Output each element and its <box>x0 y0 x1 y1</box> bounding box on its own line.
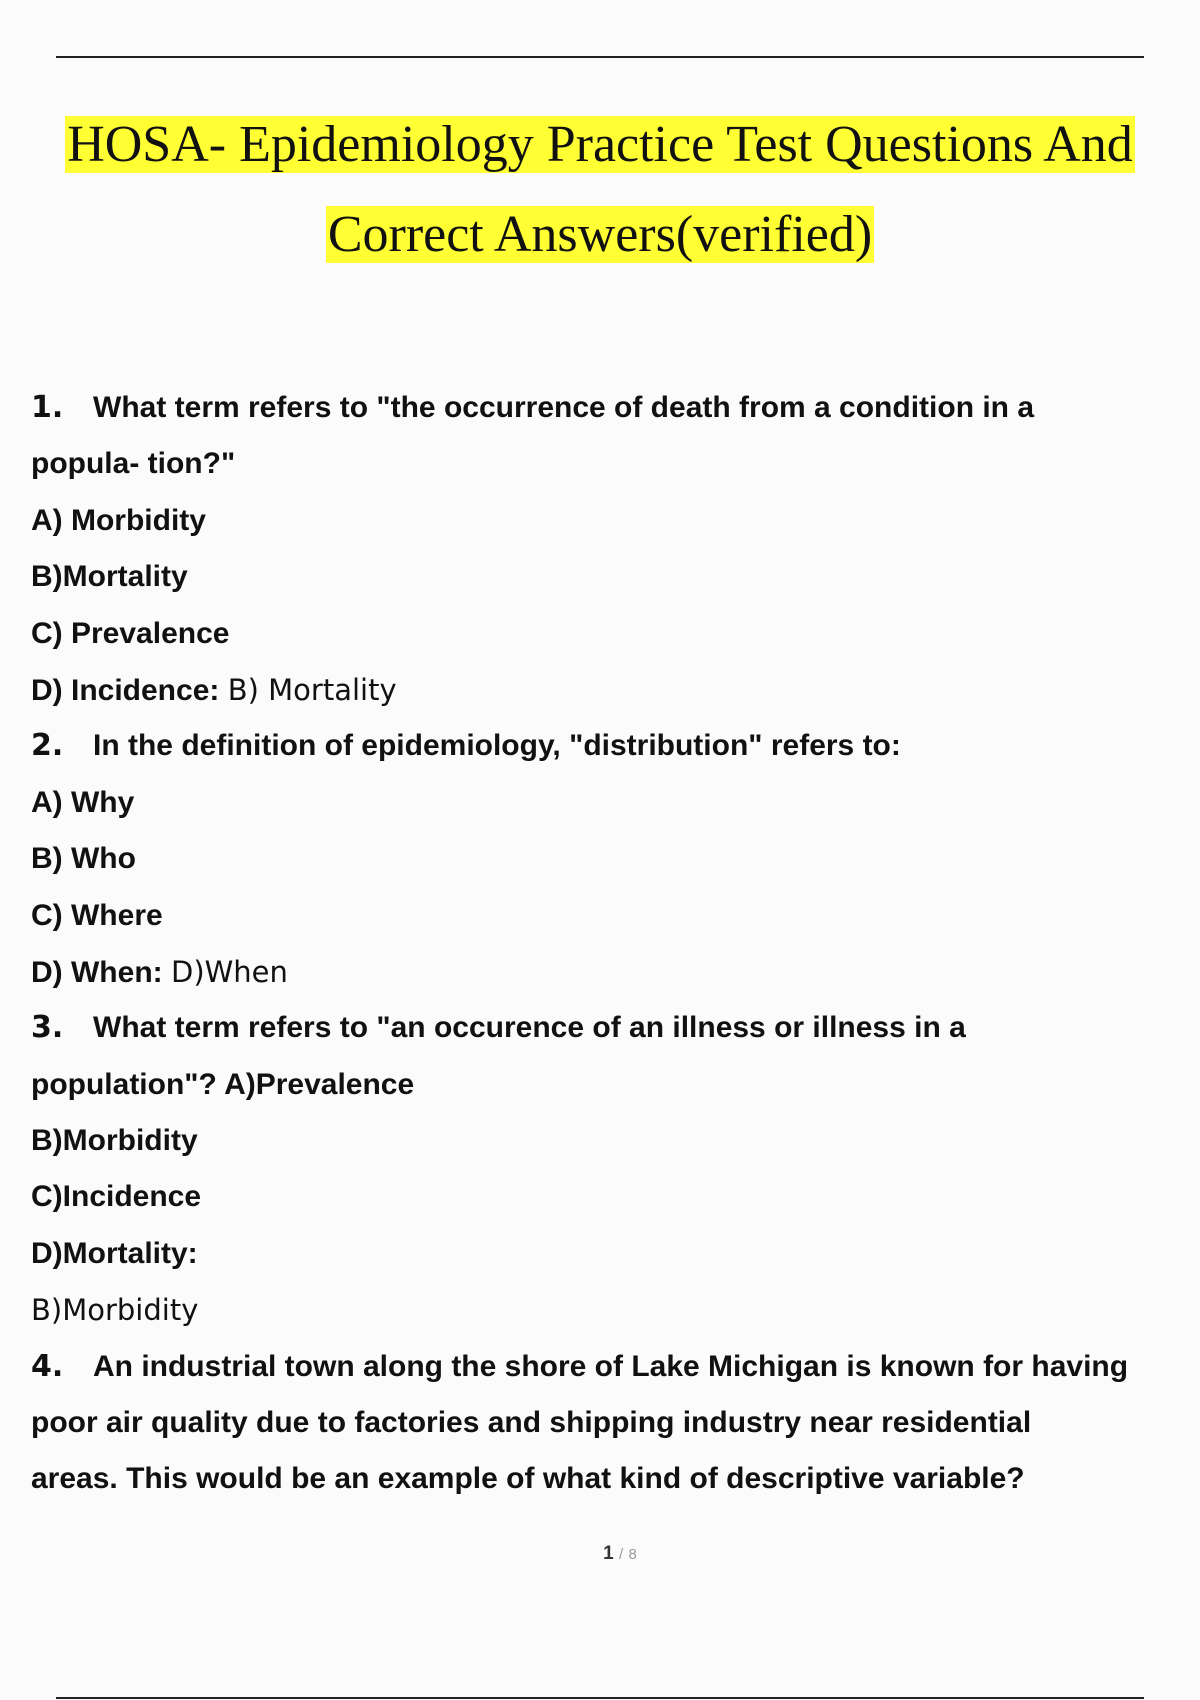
current-page: 1 <box>603 1543 614 1564</box>
question-3-option-b: B)Morbidity <box>31 1124 198 1158</box>
question-list <box>31 380 1191 1508</box>
question-2-option-d: D) When: D)When <box>31 954 288 989</box>
title-line-2: Correct Answers(verified) <box>327 206 873 263</box>
question-4-stem-line-1: 4. An industrial town along the shore of Lake Michigan is known for having <box>31 1339 1191 1395</box>
bottom-divider <box>56 1697 1144 1699</box>
question-number: 4. <box>31 1348 64 1384</box>
question-3-stem-line-2: population"? A)Prevalence <box>31 1067 415 1101</box>
question-number: 2. <box>31 728 64 764</box>
question-3-answer: B)Morbidity <box>31 1293 199 1328</box>
top-divider <box>56 56 1144 58</box>
question-2-stem-line-1: 2. In the definition of epidemiology, "distribution" refers to: <box>31 718 1191 774</box>
question-2-option-b: B) Who <box>31 842 136 876</box>
question-3-option-c: C)Incidence <box>31 1180 202 1214</box>
question-1-option-c: C) Prevalence <box>31 616 230 650</box>
question-4-stem-line-3: areas. This would be an example of what kind of descriptive variable? <box>31 1462 1025 1496</box>
question-1-stem-line-2: popula- tion?" <box>31 447 236 481</box>
title-line-1: HOSA- Epidemiology Practice Test Questions And <box>67 116 1133 173</box>
question-2-option-c: C) Where <box>31 898 163 932</box>
total-pages: 8 <box>628 1546 637 1563</box>
page-indicator <box>0 1543 1200 1565</box>
question-1-option-d: D) Incidence: B) Mortality <box>31 672 397 707</box>
question-number: 1. <box>31 390 64 425</box>
question-3-option-d: D)Mortality: <box>31 1236 198 1270</box>
question-2-option-a: A) Why <box>31 785 135 819</box>
page-separator: / <box>619 1546 624 1563</box>
question-1-option-b: B)Mortality <box>31 560 188 594</box>
question-number: 3. <box>31 1010 64 1046</box>
question-3-stem-line-1: 3. What term refers to "an occurence of an illness or illness in a <box>31 1000 1191 1056</box>
question-1-answer: B) Mortality <box>227 672 397 707</box>
question-1-option-a: A) Morbidity <box>31 503 206 537</box>
question-4-stem-line-2: poor air quality due to factories and shipping industry near residential <box>31 1406 1032 1440</box>
page-title <box>0 100 1200 280</box>
question-1-stem-line-1: 1. What term refers to "the occurrence of death from a condition in a <box>31 380 1191 436</box>
question-2-answer: D)When <box>170 954 288 989</box>
